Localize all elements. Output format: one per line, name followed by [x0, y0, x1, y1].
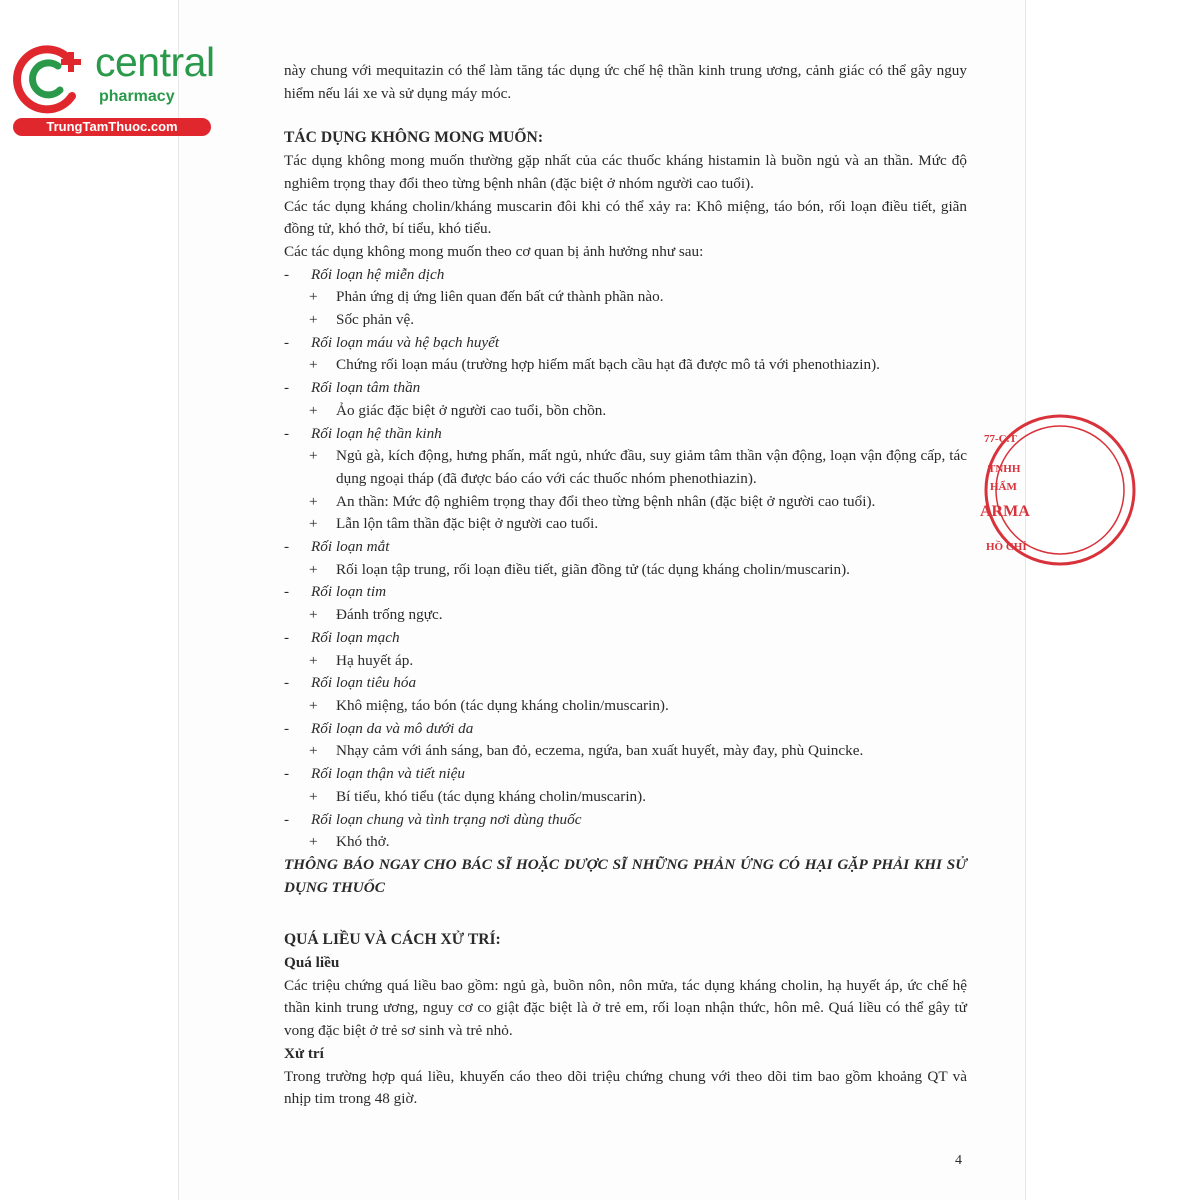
- list-item: [284, 264, 967, 287]
- dash-bullet: -: [284, 538, 290, 556]
- stamp-line: HỒ CHÍ: [986, 541, 1027, 553]
- list-item: [284, 627, 967, 650]
- intro-paragraph: này chung với mequitazin có thể làm tăng tác dụng ức chế hệ thần kinh trung ương, cảnh giác có thể gây nguy hiểm nếu lái xe và sử dụng máy móc.: [284, 62, 967, 102]
- logo-site-banner: TrungTamThuoc.com: [13, 118, 211, 136]
- list-subitem: [284, 354, 967, 377]
- dash-bullet: -: [284, 583, 290, 601]
- overdose-heading: QUÁ LIỀU VÀ CÁCH XỬ TRÍ:: [284, 931, 501, 949]
- list-subitem: [284, 491, 967, 514]
- list-item: [284, 423, 967, 446]
- page-number: 4: [955, 1153, 962, 1168]
- list-subitem: [284, 513, 967, 536]
- logo-subtitle: pharmacy: [99, 88, 175, 105]
- dash-bullet: -: [284, 674, 290, 692]
- stamp-icon: [978, 410, 1068, 570]
- group-title: Rối loạn thận và tiết niệu: [311, 765, 465, 783]
- plus-bullet: +: [309, 515, 318, 533]
- plus-bullet: +: [309, 288, 318, 306]
- list-item: [284, 718, 967, 741]
- overdose-paragraph: Các triệu chứng quá liều bao gồm: ngủ gà, buồn nôn, nôn mửa, tác dụng kháng cholin, hạ huyết áp, ức chế hệ thần kinh trung ương, nguy cơ co giật đặc biệt là ở trẻ em, rối loạn nhận thức, hôn mê. Quá liều có thể gây tử vong đặc biệt ở trẻ sơ sinh và trẻ nhỏ.: [284, 976, 967, 1040]
- dash-bullet: -: [284, 810, 290, 828]
- group-title: Rối loạn tiêu hóa: [311, 674, 417, 692]
- list-subitem: [284, 740, 967, 763]
- stamp-line: ARMA: [980, 503, 1030, 520]
- group-title: Rối loạn mắt: [311, 538, 390, 556]
- subitem-text: Phản ứng dị ứng liên quan đến bất cứ thành phần nào.: [336, 288, 664, 306]
- group-title: Rối loạn chung và tình trạng nơi dùng thuốc: [311, 810, 582, 828]
- plus-bullet: +: [309, 742, 318, 760]
- dash-bullet: -: [284, 333, 290, 351]
- plus-bullet: +: [309, 560, 318, 578]
- side-effects-paragraph: Các tác dụng không mong muốn theo cơ quan bị ảnh hưởng như sau:: [284, 242, 704, 260]
- list-item: [284, 763, 967, 786]
- dash-bullet: -: [284, 379, 290, 397]
- group-title: Rối loạn hệ miễn dịch: [311, 265, 445, 283]
- logo-brand-name: central: [95, 39, 215, 85]
- stamp-line: HẨM: [990, 481, 1017, 493]
- plus-bullet: +: [309, 311, 318, 329]
- side-effects-paragraph: Các tác dụng kháng cholin/kháng muscarin đôi khi có thể xảy ra: Khô miệng, táo bón, rối loạn điều tiết, giãn đồng tử, khó thở, bí tiểu, khó tiểu.: [284, 197, 967, 238]
- central-pharmacy-logo[interactable]: [10, 38, 215, 138]
- group-title: Rối loạn hệ thần kinh: [311, 424, 442, 442]
- stamp-line: 77-C.T: [984, 433, 1017, 445]
- warning-notice: THÔNG BÁO NGAY CHO BÁC SĨ HOẶC DƯỢC SĨ NHỮNG PHẢN ỨNG CÓ HẠI GẶP PHẢI KHI SỬ DỤNG THUỐC: [284, 855, 967, 896]
- list-subitem: [284, 786, 967, 809]
- pharmacy-cross-icon: [10, 38, 94, 122]
- list-subitem: [284, 286, 967, 309]
- list-item: [284, 809, 967, 832]
- list-subitem: [284, 650, 967, 673]
- list-item: [284, 332, 967, 355]
- list-item: [284, 581, 967, 604]
- plus-bullet: +: [309, 833, 318, 851]
- list-subitem: [284, 445, 967, 490]
- subitem-text: Ngủ gà, kích động, hưng phấn, mất ngủ, nhức đầu, suy giảm tâm thần vận động, loạn vận động cấp, tác dụng ngoại tháp (đã được báo cáo với các thuốc nhóm phenothiazin).: [336, 447, 967, 487]
- subitem-text: Khô miệng, táo bón (tác dụng kháng cholin/muscarin).: [336, 696, 669, 714]
- list-subitem: [284, 309, 967, 332]
- list-subitem: [284, 695, 967, 718]
- list-item: [284, 672, 967, 695]
- plus-bullet: +: [309, 787, 318, 805]
- dash-bullet: -: [284, 265, 290, 283]
- subitem-text: Nhạy cảm với ánh sáng, ban đỏ, eczema, ngứa, ban xuất huyết, mày đay, phù Quincke.: [336, 742, 864, 760]
- subitem-text: Khó thở.: [336, 833, 390, 851]
- side-effects-paragraph: Tác dụng không mong muốn thường gặp nhất của các thuốc kháng histamin là buồn ngủ và an thần. Mức độ nghiêm trọng thay đổi theo từng bệnh nhân (đặc biệt ở nhóm người cao tuổi).: [284, 152, 967, 192]
- side-effects-heading: TÁC DỤNG KHÔNG MONG MUỐN:: [284, 129, 544, 147]
- treatment-paragraph: Trong trường hợp quá liều, khuyến cáo theo dõi triệu chứng chung với theo dõi tim bao gồm khoảng QT và nhịp tim trong 48 giờ.: [284, 1067, 967, 1108]
- list-subitem: [284, 559, 967, 582]
- subitem-text: Hạ huyết áp.: [336, 651, 414, 669]
- subitem-text: Rối loạn tập trung, rối loạn điều tiết, giãn đồng tử (tác dụng kháng cholin/muscarin).: [336, 560, 850, 578]
- plus-bullet: +: [309, 696, 318, 714]
- group-title: Rối loạn tim: [311, 583, 387, 601]
- plus-bullet: +: [309, 401, 318, 419]
- list-subitem: [284, 400, 967, 423]
- subitem-text: Chứng rối loạn máu (trường hợp hiếm mất bạch cầu hạt đã được mô tả với phenothiazin).: [336, 356, 880, 374]
- subitem-text: Sốc phản vệ.: [336, 311, 415, 329]
- list-subitem: [284, 831, 967, 854]
- red-seal-stamp: [978, 410, 1030, 570]
- group-title: Rối loạn da và mô dưới da: [311, 719, 474, 737]
- subitem-text: Ảo giác đặc biệt ở người cao tuổi, bồn chồn.: [336, 401, 607, 419]
- treatment-subheading: Xử trí: [284, 1044, 324, 1062]
- dash-bullet: -: [284, 424, 290, 442]
- plus-bullet: +: [309, 356, 318, 374]
- plus-bullet: +: [309, 651, 318, 669]
- list-item: [284, 377, 967, 400]
- group-title: Rối loạn mạch: [311, 628, 400, 646]
- plus-bullet: +: [309, 447, 318, 465]
- plus-bullet: +: [309, 492, 318, 510]
- subitem-text: Lẫn lộn tâm thần đặc biệt ở người cao tuổi.: [336, 515, 599, 533]
- subitem-text: Đánh trống ngực.: [336, 606, 443, 624]
- document-body: [284, 60, 967, 1111]
- side-effects-list: [284, 264, 967, 854]
- overdose-subheading: Quá liều: [284, 954, 340, 972]
- list-subitem: [284, 604, 967, 627]
- dash-bullet: -: [284, 765, 290, 783]
- plus-bullet: +: [309, 606, 318, 624]
- group-title: Rối loạn máu và hệ bạch huyết: [311, 333, 500, 351]
- stamp-line: TNHH: [988, 463, 1021, 475]
- subitem-text: An thần: Mức độ nghiêm trọng thay đổi theo từng bệnh nhân (đặc biệt ở người cao tuổi).: [336, 492, 876, 510]
- dash-bullet: -: [284, 628, 290, 646]
- list-item: [284, 536, 967, 559]
- subitem-text: Bí tiểu, khó tiểu (tác dụng kháng cholin/muscarin).: [336, 787, 647, 805]
- dash-bullet: -: [284, 719, 290, 737]
- group-title: Rối loạn tâm thần: [311, 379, 421, 397]
